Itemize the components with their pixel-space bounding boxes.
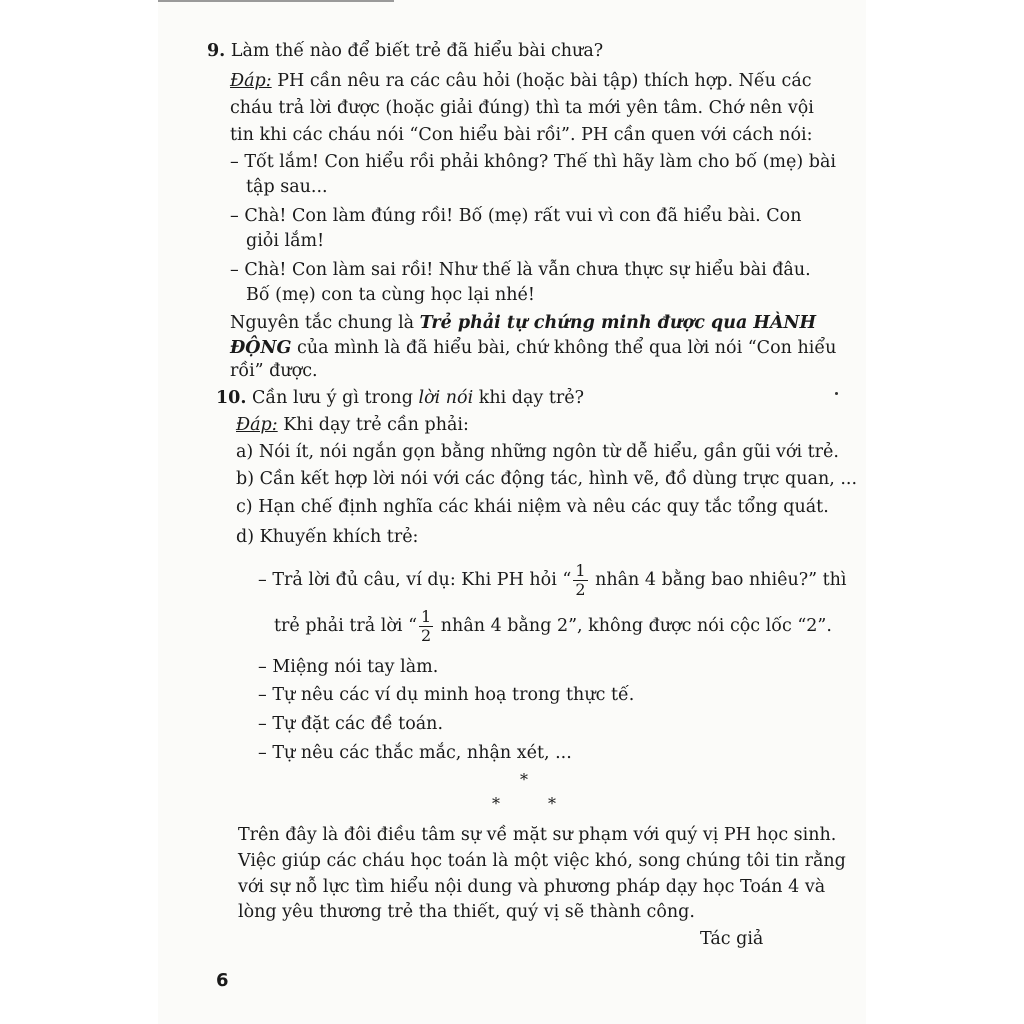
q10-answer-intro: Đáp: Khi dạy trẻ cần phải:: [236, 415, 469, 435]
q9-dialogue-2b: giỏi lắm!: [246, 231, 325, 251]
closing-line-3: với sự nỗ lực tìm hiểu nội dung và phương pháp dạy học Toán 4 và: [238, 877, 826, 897]
q10-item-b: b) Cần kết hợp lời nói với các động tác, hình vẽ, đồ dùng trực quan, ...: [236, 469, 858, 489]
q9-heading: [207, 40, 603, 62]
q9-number: 9.: [207, 41, 226, 61]
q10-bullet-4: – Tự nêu các thắc mắc, nhận xét, ...: [258, 743, 572, 763]
q9-answer-line-1: Đáp: PH cần nêu ra các câu hỏi (hoặc bài tập) thích hợp. Nếu các: [230, 71, 812, 91]
q9-dialogue-1a: – Tốt lắm! Con hiểu rồi phải không? Thế thì hãy làm cho bố (mẹ) bài: [230, 152, 836, 172]
q9-dialogue-1b: tập sau...: [246, 177, 328, 197]
ink-dot: [835, 392, 838, 395]
q10-item-d: d) Khuyến khích trẻ:: [236, 527, 419, 547]
q10-bullet-3: – Tự đặt các đề toán.: [258, 714, 444, 734]
q10-item-a: a) Nói ít, nói ngắn gọn bằng những ngôn từ dễ hiểu, gần gũi với trẻ.: [236, 442, 839, 462]
page-edge: [158, 0, 394, 2]
q9-principle-line-1: Nguyên tắc chung là Trẻ phải tự chứng minh được qua HÀNH: [230, 313, 817, 333]
q9-question: Làm thế nào để biết trẻ đã hiểu bài chưa?: [230, 41, 604, 61]
q9-dialogue-3b: Bố (mẹ) con ta cùng học lại nhé!: [246, 285, 535, 305]
author-signature: Tác giả: [700, 929, 764, 949]
page-number: 6: [216, 970, 229, 991]
q10-bullet-1: – Miệng nói tay làm.: [258, 657, 439, 677]
q9-dialogue-2a: – Chà! Con làm đúng rồi! Bố (mẹ) rất vui vì con đã hiểu bài. Con: [230, 206, 802, 226]
closing-line-2: Việc giúp các cháu học toán là một việc khó, song chúng tôi tin rằng: [238, 851, 846, 871]
divider-star: *: [492, 794, 500, 813]
q9-principle-line-2: ĐỘNG của mình là đã hiểu bài, chứ không thể qua lời nói “Con hiểu: [230, 338, 837, 358]
q9-answer-label: Đáp:: [230, 71, 272, 91]
closing-line-4: lòng yêu thương trẻ tha thiết, quý vị sẽ thành công.: [238, 902, 695, 922]
q9-principle-line-3: rồi” được.: [230, 361, 318, 381]
q10-item-c: c) Hạn chế định nghĩa các khái niệm và nêu các quy tắc tổng quát.: [236, 497, 829, 517]
q10-heading: 10. Cần lưu ý gì trong lời nói khi dạy trẻ?: [216, 388, 584, 408]
closing-line-1: Trên đây là đôi điều tâm sự về mặt sư phạm với quý vị PH học sinh.: [238, 825, 837, 845]
q9-dialogue-3a: – Chà! Con làm sai rồi! Như thế là vẫn chưa thực sự hiểu bài đâu.: [230, 260, 811, 280]
q10-encourage-line-2: trẻ phải trả lời “ $\frac{1}{2}$ nhân 4 bằng 2”, không được nói cộc lốc “2”.: [274, 607, 832, 645]
divider-star: *: [548, 794, 556, 813]
q10-answer-label: Đáp:: [236, 415, 278, 435]
fraction-one-half: $\frac{1}{2}$: [575, 561, 586, 599]
q9-answer-line-2: cháu trả lời được (hoặc giải đúng) thì ta mới yên tâm. Chớ nên vội: [230, 98, 814, 118]
fraction-one-half: $\frac{1}{2}$: [421, 607, 432, 645]
q9-answer-line-3: tin khi các cháu nói “Con hiểu bài rồi”. PH cần quen với cách nói:: [230, 125, 813, 145]
q10-encourage-line-1: – Trả lời đủ câu, ví dụ: Khi PH hỏi “ $\frac{1}{2}$ nhân 4 bằng bao nhiêu?” thì: [258, 561, 847, 599]
q10-bullet-2: – Tự nêu các ví dụ minh hoạ trong thực tế.: [258, 685, 635, 705]
q10-number: 10.: [216, 388, 247, 408]
divider-star: *: [520, 770, 528, 789]
